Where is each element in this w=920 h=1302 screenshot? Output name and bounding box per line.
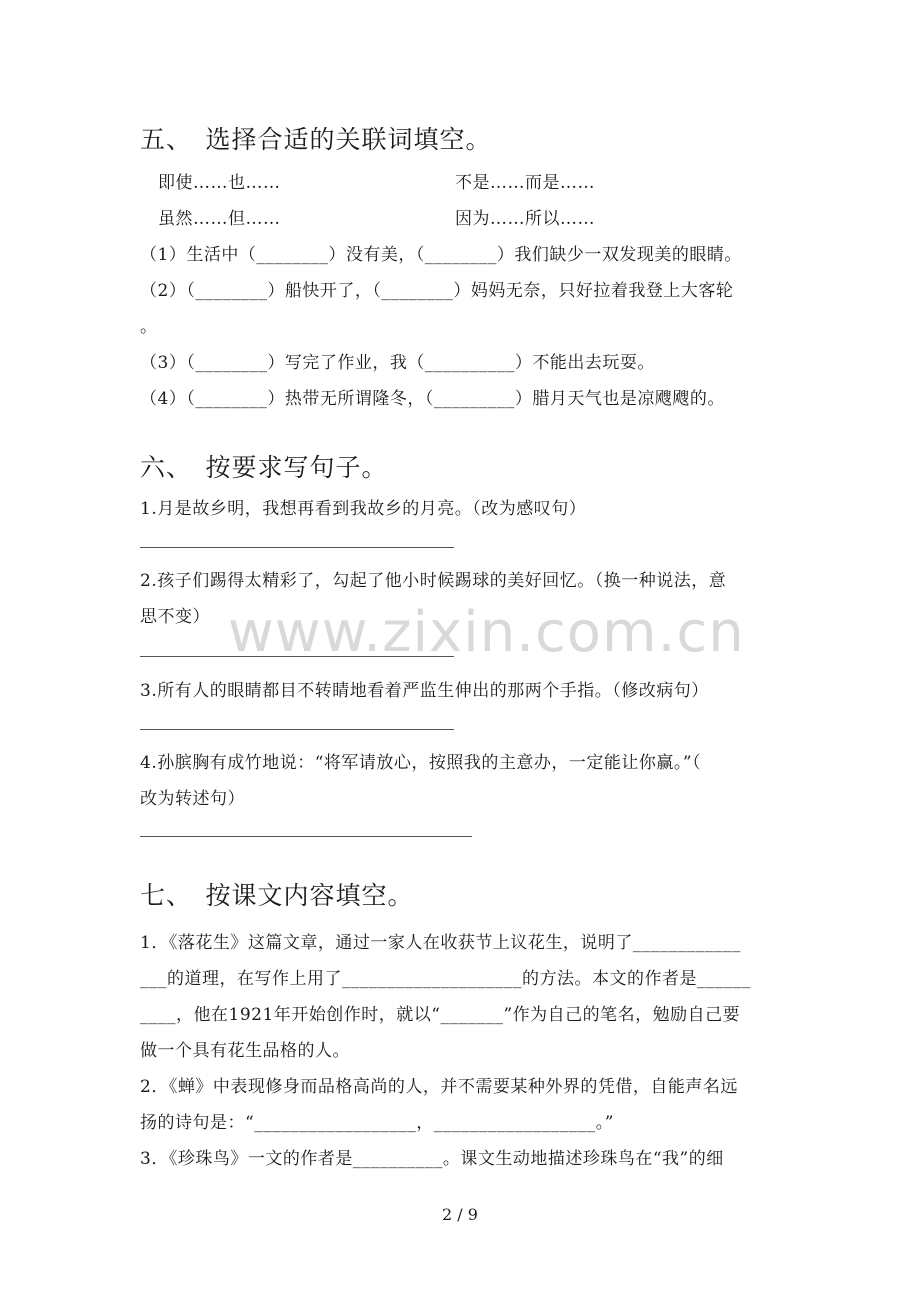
question-5-1: （1）生活中（________）没有美，（________）我们缺少一双发现美的眼睛。	[140, 245, 742, 265]
question-5-3: （3）（________）写完了作业，我（__________）不能出去玩耍。	[140, 353, 655, 373]
question-6-3: 3.所有人的眼睛都目不转睛地看着严监生伸出的那两个手指。（修改病句）	[140, 681, 709, 701]
question-5-2: （2）（________）船快开了，（________）妈妈无奈，只好拉着我登上大客轮	[140, 281, 734, 301]
question-6-2-continued: 思不变）	[140, 607, 210, 627]
answer-line	[140, 547, 454, 548]
answer-line	[140, 729, 454, 730]
question-6-1: 1.月是故乡明，我想再看到我故乡的月亮。（改为感叹句）	[140, 499, 587, 519]
answer-line	[140, 836, 472, 837]
question-6-4-continued: 改为转述句）	[140, 789, 245, 809]
section-7-heading: 七、 按课文内容填空。	[140, 881, 414, 910]
question-7-1-line: ___的道理，在写作上用了____________________的方法。本文的作者是______	[140, 969, 751, 989]
question-7-2-line: 扬的诗句是：“__________________，__________________。”	[140, 1113, 614, 1133]
section-6-heading: 六、 按要求写句子。	[140, 453, 388, 482]
connective-option: 因为……所以……	[455, 209, 595, 229]
watermark: www.zixin.com.cn	[228, 600, 745, 665]
question-7-1-line: ____，他在1921年开始创作时，就以“_______”作为自己的笔名，勉励自己要	[140, 1005, 741, 1025]
connective-option: 即使……也……	[158, 173, 281, 193]
question-6-4: 4.孙膑胸有成竹地说：“将军请放心，按照我的主意办，一定能让你赢。”（	[140, 753, 702, 773]
question-6-2: 2.孩子们踢得太精彩了，勾起了他小时候踢球的美好回忆。（换一种说法，意	[140, 571, 727, 591]
connective-option: 虽然……但……	[158, 209, 281, 229]
page-number: 2 / 9	[442, 1205, 478, 1224]
question-7-2-line: 2．《蝉》中表现修身而品格高尚的人，并不需要某种外界的凭借，自能声名远	[140, 1077, 738, 1097]
question-5-4: （4）（________）热带无所谓隆冬，（_________）腊月天气也是凉飕飕的。	[140, 389, 725, 409]
question-7-1-line: 做一个具有花生品格的人。	[140, 1041, 350, 1061]
question-7-3-line: 3．《珍珠鸟》一文的作者是__________。课文生动地描述珍珠鸟在“我”的细	[140, 1149, 724, 1169]
section-5-heading: 五、 选择合适的关联词填空。	[140, 125, 492, 154]
question-5-2-continued: 。	[140, 317, 158, 337]
question-7-1-line: 1．《落花生》这篇文章，通过一家人在收获节上议花生，说明了____________	[140, 933, 741, 953]
connective-option: 不是……而是……	[455, 173, 595, 193]
